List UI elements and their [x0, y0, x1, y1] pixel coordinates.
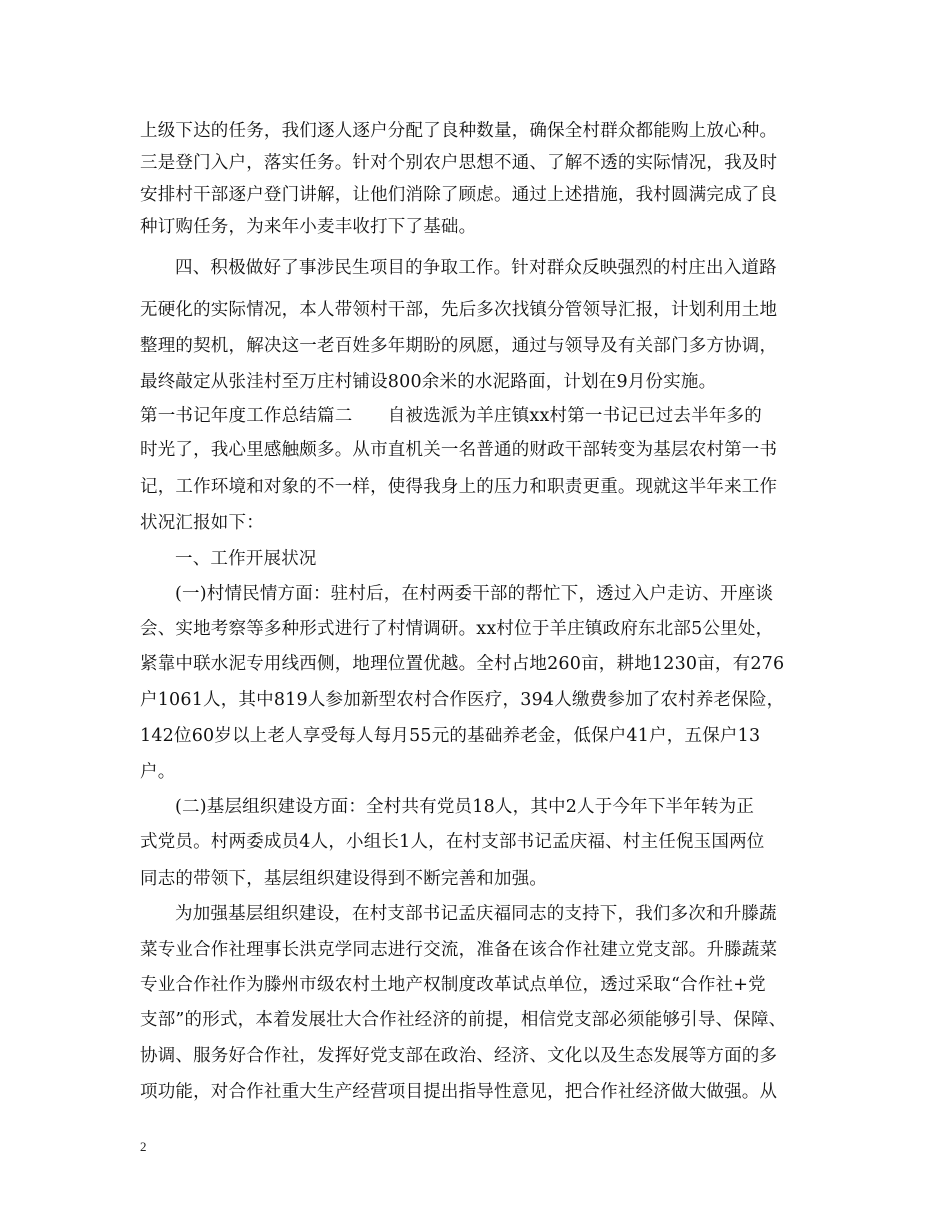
text-line: 为加强基层组织建设，在村支部书记孟庆福同志的支持下，我们多次和升滕蔬 [175, 904, 777, 924]
text-line: 协调、服务好合作社，发挥好党支部在政治、经济、文化以及生态发展等方面的多 [140, 1046, 778, 1066]
text-line: 户。 [140, 762, 176, 782]
text-line: 支部”的形式，本着发展壮大合作社经济的前提，相信党支部必须能够引导、保障、 [140, 1010, 787, 1030]
text-line: 整理的契机，解决这一老百姓多年期盼的夙愿，通过与领导及有关部门多方协调， [140, 336, 778, 356]
text-line: 时光了，我心里感触颇多。从市直机关一名普通的财政干部转变为基层农村第一书 [140, 440, 778, 460]
text-line: 记，工作环境和对象的不一样，使得我身上的压力和职责更重。现就这半年来工作 [140, 477, 778, 497]
text-line: (二)基层组织建设方面：全村共有党员18人，其中2人于今年下半年转为正 [175, 797, 755, 817]
text-line: 三是登门入户，落实任务。针对个别农户思想不通、了解不透的实际情况，我及时 [140, 153, 778, 173]
text-line: 四、积极做好了事涉民生项目的争取工作。针对群众反映强烈的村庄出入道路 [175, 258, 777, 278]
text-line: 同志的带领下，基层组织建设得到不断完善和加强。 [140, 869, 548, 889]
text-line: 安排村干部逐户登门讲解，让他们消除了顾虑。通过上述措施，我村圆满完成了良 [140, 185, 778, 205]
page-number: 2 [140, 1139, 147, 1154]
text-line: 种订购任务，为来年小麦丰收打下了基础。 [140, 217, 477, 237]
text-line: 142位60岁以上老人享受每人每月55元的基础养老金，低保户41户，五保户13 [140, 726, 761, 746]
text-line: 上级下达的任务，我们逐人逐户分配了良种数量，确保全村群众都能购上放心种。 [140, 121, 778, 141]
text-line: (一)村情民情方面：驻村后，在村两委干部的帮忙下，透过入户走访、开座谈 [175, 584, 774, 604]
text-line: 式党员。村两委成员4人，小组长1人，在村支部书记孟庆福、村主任倪玉国两位 [140, 832, 765, 852]
text-line: 专业合作社作为滕州市级农村土地产权制度改革试点单位，透过采取“合作社+党 [140, 975, 766, 995]
text-line: 会、实地考察等多种形式进行了村情调研。xx村位于羊庄镇政府东北部5公里处， [140, 619, 774, 639]
text-line: 户1061人，其中819人参加新型农村合作医疗，394人缴费参加了农村养老保险， [140, 690, 785, 710]
section-heading-line: 第一书记年度工作总结篇二 自被选派为羊庄镇xx村第一书记已过去半年多的 [140, 406, 762, 426]
text-line: 紧靠中联水泥专用线西侧，地理位置优越。全村占地260亩，耕地1230亩，有276 [140, 654, 785, 674]
text-line: 状况汇报如下： [140, 513, 264, 533]
text-line: 项功能，对合作社重大生产经营项目提出指导性意见，把合作社经济做大做强。从 [140, 1082, 778, 1102]
text-line: 无硬化的实际情况，本人带领村干部，先后多次找镇分管领导汇报，计划利用土地 [140, 300, 778, 320]
subheading-line: 一、工作开展状况 [175, 549, 317, 569]
text-line: 菜专业合作社理事长洪克学同志进行交流，准备在该合作社建立党支部。升滕蔬菜 [140, 940, 778, 960]
text-line: 最终敲定从张洼村至万庄村铺设800余米的水泥路面，计划在9月份实施。 [140, 372, 717, 392]
